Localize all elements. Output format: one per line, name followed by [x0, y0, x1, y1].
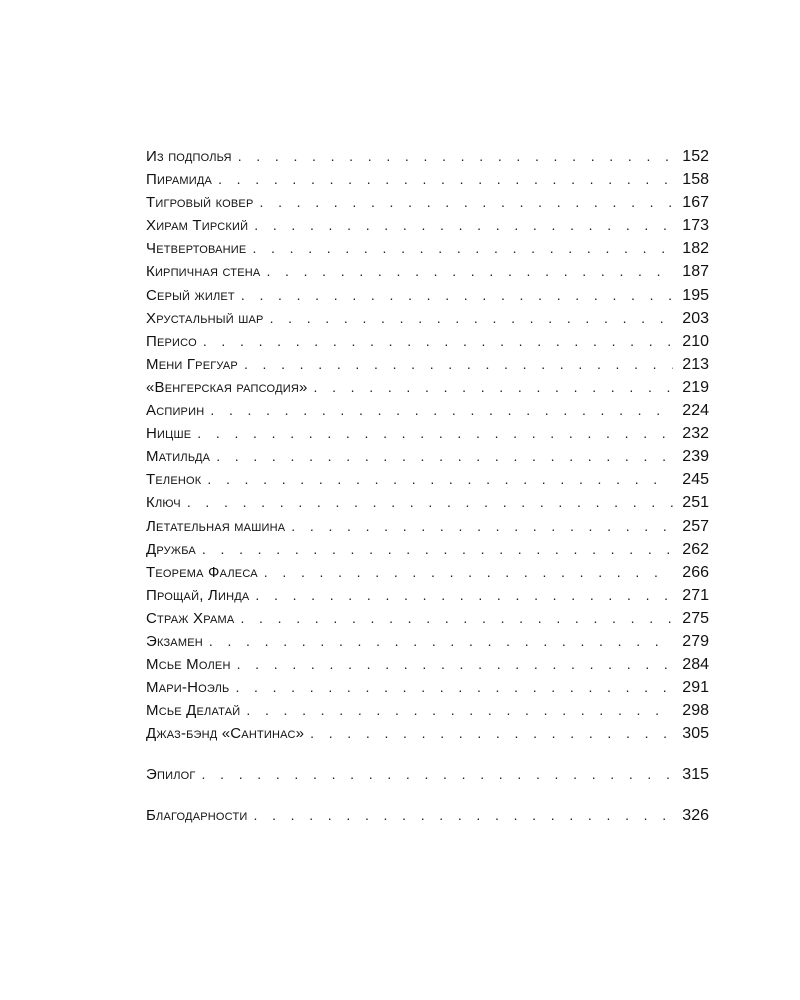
toc-dot-leader	[202, 538, 673, 561]
toc-entry-title: Мени Грегуар	[146, 355, 238, 373]
toc-dot-leader	[255, 584, 673, 607]
toc-entry	[146, 676, 709, 699]
toc-entry-page: 224	[682, 402, 709, 420]
toc-dot-leader	[235, 676, 673, 699]
toc-dot-leader	[264, 561, 673, 584]
toc-entry-title: Джаз-бэнд «Сантинас»	[146, 725, 305, 743]
toc-dot-leader	[254, 214, 673, 237]
toc-entry-title: Летательная машина	[146, 517, 286, 535]
toc-dot-leader	[314, 376, 673, 399]
toc-entry-title: Страж Храма	[146, 609, 235, 627]
toc-entry-title: Прощай, Линда	[146, 586, 250, 604]
toc-dot-leader	[270, 307, 673, 330]
toc-entry	[146, 699, 709, 722]
toc-entry-page: 305	[682, 725, 709, 743]
toc-entry	[146, 630, 709, 653]
toc-entry-title: Кирпичная стена	[146, 263, 261, 281]
toc-entry-page: 251	[682, 494, 709, 512]
toc-entry-page: 271	[682, 586, 709, 604]
toc-entry-title: Хрустальный шар	[146, 309, 264, 327]
toc-entry	[146, 330, 709, 353]
toc-entry-title: Теорема Фалеса	[146, 563, 258, 581]
toc-dot-leader	[310, 722, 673, 745]
toc-entry-page: 262	[682, 540, 709, 558]
toc-entry	[146, 653, 709, 676]
toc-dot-leader	[216, 445, 673, 468]
toc-entry-title: «Венгерская рапсодия»	[146, 378, 308, 396]
toc-entry-title: Дружба	[146, 540, 196, 558]
toc-entry-acknowledgements	[146, 804, 709, 827]
toc-entry-epilogue	[146, 763, 709, 786]
toc-entry	[146, 607, 709, 630]
toc-dot-leader	[202, 763, 673, 786]
toc-entry-title: Четвертование	[146, 240, 247, 258]
toc-entry-page: 232	[682, 425, 709, 443]
toc-entry	[146, 237, 709, 260]
toc-entry-title: Тигровый ковер	[146, 194, 254, 212]
toc-entry-page: 257	[682, 517, 709, 535]
toc-entry-page: 291	[682, 679, 709, 697]
toc-entry-title: Мсье Делатай	[146, 702, 241, 720]
toc-entry-page: 173	[682, 217, 709, 235]
toc-entry-page: 266	[682, 563, 709, 581]
toc-entry-page: 326	[682, 806, 709, 824]
toc-dot-leader	[291, 515, 673, 538]
toc-dot-leader	[203, 330, 673, 353]
toc-entry-page: 182	[682, 240, 709, 258]
toc-dot-leader	[209, 630, 673, 653]
toc-dot-leader	[241, 284, 673, 307]
toc-entry	[146, 561, 709, 584]
toc-entry	[146, 468, 709, 491]
toc-entry-page: 219	[682, 378, 709, 396]
toc-entry-page: 167	[682, 194, 709, 212]
toc-entry	[146, 145, 709, 168]
toc-entry-title: Мсье Молен	[146, 656, 231, 674]
toc-dot-leader	[210, 399, 673, 422]
toc-entry-title: Пирамида	[146, 171, 213, 189]
toc-entry-title: Теленок	[146, 471, 202, 489]
toc-entry-page: 210	[682, 332, 709, 350]
toc-entry-page: 239	[682, 448, 709, 466]
toc-dot-leader	[246, 699, 673, 722]
toc-entry-title: Мари-Ноэль	[146, 679, 230, 697]
toc-entry	[146, 515, 709, 538]
toc-dot-leader	[237, 653, 673, 676]
toc-dot-leader	[197, 422, 673, 445]
toc-dot-leader	[218, 168, 673, 191]
toc-entry	[146, 168, 709, 191]
toc-dot-leader	[244, 353, 673, 376]
toc-entry-title: Хирам Тирский	[146, 217, 249, 235]
toc-entry-page: 284	[682, 656, 709, 674]
toc-dot-leader	[187, 491, 673, 514]
toc-entry-title: Экзамен	[146, 632, 203, 650]
toc-entry-page: 315	[682, 766, 709, 784]
toc-dot-leader	[238, 145, 673, 168]
toc-entry-page: 213	[682, 355, 709, 373]
toc-entry-page: 152	[682, 148, 709, 165]
toc-entry	[146, 353, 709, 376]
toc-dot-leader	[240, 607, 673, 630]
toc-entry-title: Эпилог	[146, 766, 196, 784]
toc-entry-title: Серый жилет	[146, 286, 235, 304]
toc-chapter-list	[146, 145, 709, 745]
toc-entry-title: Ницше	[146, 425, 192, 443]
toc-entry-page: 275	[682, 609, 709, 627]
toc-entry	[146, 260, 709, 283]
toc-entry	[146, 284, 709, 307]
toc-entry-page: 203	[682, 309, 709, 327]
toc-entry	[146, 399, 709, 422]
toc-entry	[146, 376, 709, 399]
toc-entry-title: Матильда	[146, 448, 211, 466]
toc-dot-leader	[259, 191, 673, 214]
toc-dot-leader	[252, 237, 673, 260]
table-of-contents	[146, 145, 709, 827]
toc-entry	[146, 422, 709, 445]
toc-entry	[146, 307, 709, 330]
toc-entry-page: 279	[682, 632, 709, 650]
toc-dot-leader	[207, 468, 673, 491]
toc-entry-page: 195	[682, 286, 709, 304]
toc-entry-page: 187	[682, 263, 709, 281]
toc-entry	[146, 191, 709, 214]
toc-entry-page: 158	[682, 171, 709, 189]
toc-entry-title: Перисо	[146, 332, 197, 350]
toc-entry	[146, 538, 709, 561]
toc-entry-page: 298	[682, 702, 709, 720]
toc-entry-title: Благодарности	[146, 806, 248, 824]
toc-entry-page: 245	[682, 471, 709, 489]
toc-dot-leader	[253, 804, 673, 827]
toc-entry	[146, 445, 709, 468]
toc-entry-title: Аспирин	[146, 402, 205, 420]
toc-entry-title: Из подполья	[146, 148, 232, 165]
toc-entry	[146, 214, 709, 237]
toc-entry-title: Ключ	[146, 494, 181, 512]
toc-dot-leader	[266, 260, 673, 283]
toc-entry	[146, 722, 709, 745]
toc-entry	[146, 584, 709, 607]
toc-entry	[146, 491, 709, 514]
